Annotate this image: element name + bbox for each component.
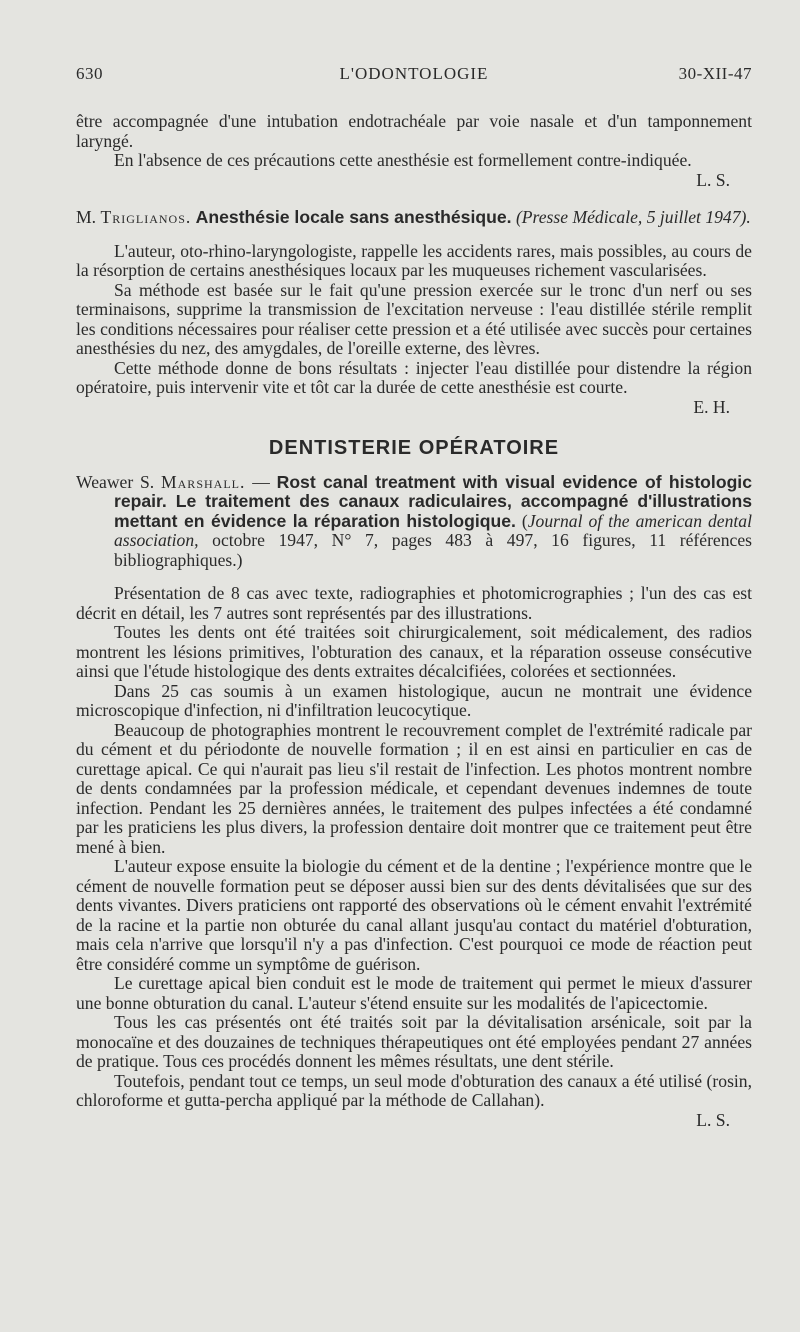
- source-open: (: [521, 510, 528, 531]
- article-paragraph: Toutes les dents ont été traitées soit chirurgicalement, soit médicalement, des radios montrent les lésions primitives, l'obturation des canaux, et la réparation osseuse consécutive ainsi que l'étude histologique des dents extraites décalcifiées, colorées et sectionnées.: [76, 622, 752, 681]
- intro-paragraph: En l'absence de ces précautions cette anesthésie est formellement contre-indiquée.: [114, 150, 692, 170]
- author-initial: M.: [76, 207, 97, 227]
- signature: L. S.: [696, 1109, 730, 1130]
- source-details: octobre 1947, N° 7, pages 483 à 497, 16 figures, 11 références bibliographiques.): [114, 530, 752, 570]
- article-reference: [76, 473, 752, 571]
- article-paragraph: Sa méthode est basée sur le fait qu'une pression exercée sur le tronc d'un nerf ou ses terminaisons, supprime la transmission de l'excitation nerveuse : l'eau distillée stérile remplit les conditions nécessaires pour réaliser cette pression et a été utilisée avec succès pour certaines anesthésies du nez, des amygdales, de l'oreille externe, des lèvres.: [76, 279, 752, 358]
- page-body: [76, 112, 752, 1130]
- signature-line: [76, 398, 752, 418]
- journal-title: L'ODONTOLOGIE: [339, 64, 489, 83]
- article-paragraph: L'auteur, oto-rhino-laryngologiste, rappelle les accidents rares, mais possibles, au cours de la résorption de certains anesthésiques locaux par les muqueuses richement vascularisées.: [76, 240, 752, 280]
- article-title: Rost canal treatment with visual evidence of histologic repair. Le traitement des canaux radiculaires, accompagné d'illustrations mettant en évidence la réparation histologique.: [114, 471, 752, 531]
- signature-line: [76, 1111, 752, 1131]
- author-name: Triglianos.: [100, 207, 192, 227]
- source-journal: Journal of the american dental association,: [114, 510, 752, 550]
- article-paragraph: L'auteur expose ensuite la biologie du cément et de la dentine ; l'expérience montre que le cément de nouvelle formation peut se déposer aussi bien sur des dents dévitalisées que sur des dents vivantes. Divers praticiens ont rapporté des observations où le cément envahit l'extrémité de la racine et la partie non obturée du canal allant jusqu'au contact du matériel d'obturation, mais cela n'arrive que lorsqu'il n'y a pas d'infection. C'est pourquoi ce mode de réaction peut être considéré comme un symptôme de guérison.: [76, 856, 752, 974]
- article-paragraph: Dans 25 cas soumis à un examen histologique, aucun ne montrait une évidence microscopique d'infection, ni d'infiltration leucocytique.: [76, 680, 752, 720]
- article-paragraph: Cette méthode donne de bons résultats : injecter l'eau distillée pour distendre la région opératoire, puis intervenir vite et tôt car la durée de cette anesthésie est courte.: [76, 357, 752, 397]
- article-paragraph: Beaucoup de photographies montrent le recouvrement complet de l'extrémité radicale par du cément et du périodonte de nouvelle formation ; il en est ainsi en particulier en cas de curettage apical. Ce qui n'aurait pas lieu s'il restait de l'infection. Les photos montrent nombre de dents condamnées par la profession médicale, et cependant devenues indemnes de toute infection. Pendant les 25 dernières années, le traitement des pulpes infectées a été condamné par les praticiens les plus divers, la profession dentaire doit montrer que ce traitement peut être mené à bien.: [76, 719, 752, 857]
- issue-date: 30-XII-47: [678, 64, 752, 83]
- article-paragraph: Toutefois, pendant tout ce temps, un seul mode d'obturation des canaux a été utilisé (rosin, chloroforme et gutta-percha appliqué par la méthode de Callahan).: [76, 1070, 752, 1110]
- article-paragraph: Tous les cas présentés ont été traités soit par la dévitalisation arsénicale, soit par la monocaïne et des douzaines de techniques thérapeutiques ont été employées pendant 27 années de pratique. Tous ces procédés donnent les mêmes résultats, une dent stérile.: [76, 1012, 752, 1071]
- section-title: DENTISTERIE OPÉRATOIRE: [268, 437, 560, 459]
- author-name: Marshall.: [161, 471, 246, 492]
- article-source: (Presse Médicale, 5 juillet 1947).: [515, 207, 751, 227]
- signature: E. H.: [693, 396, 730, 417]
- signature: L. S.: [696, 169, 730, 190]
- article-paragraph: Présentation de 8 cas avec texte, radiographies et photomicrographies ; l'un des cas est décrit en détail, les 7 autres sont représentés par des illustrations.: [76, 583, 752, 623]
- page-number: 630: [76, 64, 103, 83]
- dash: —: [252, 471, 270, 492]
- page-header: [76, 64, 752, 88]
- article-title: Anesthésie locale sans anesthésique.: [195, 207, 512, 227]
- author-first-name: Weawer S.: [76, 471, 155, 492]
- signature-line: [76, 171, 752, 191]
- intro-paragraph: être accompagnée d'une intubation endotrachéale par voie nasale et d'un tamponnement laryngé.: [76, 111, 752, 151]
- article-reference: [76, 208, 752, 228]
- article-paragraph: Le curettage apical bien conduit est le mode de traitement qui permet le mieux d'assurer une bonne obturation du canal. L'auteur s'étend ensuite sur les modalités de l'apicectomie.: [76, 973, 752, 1013]
